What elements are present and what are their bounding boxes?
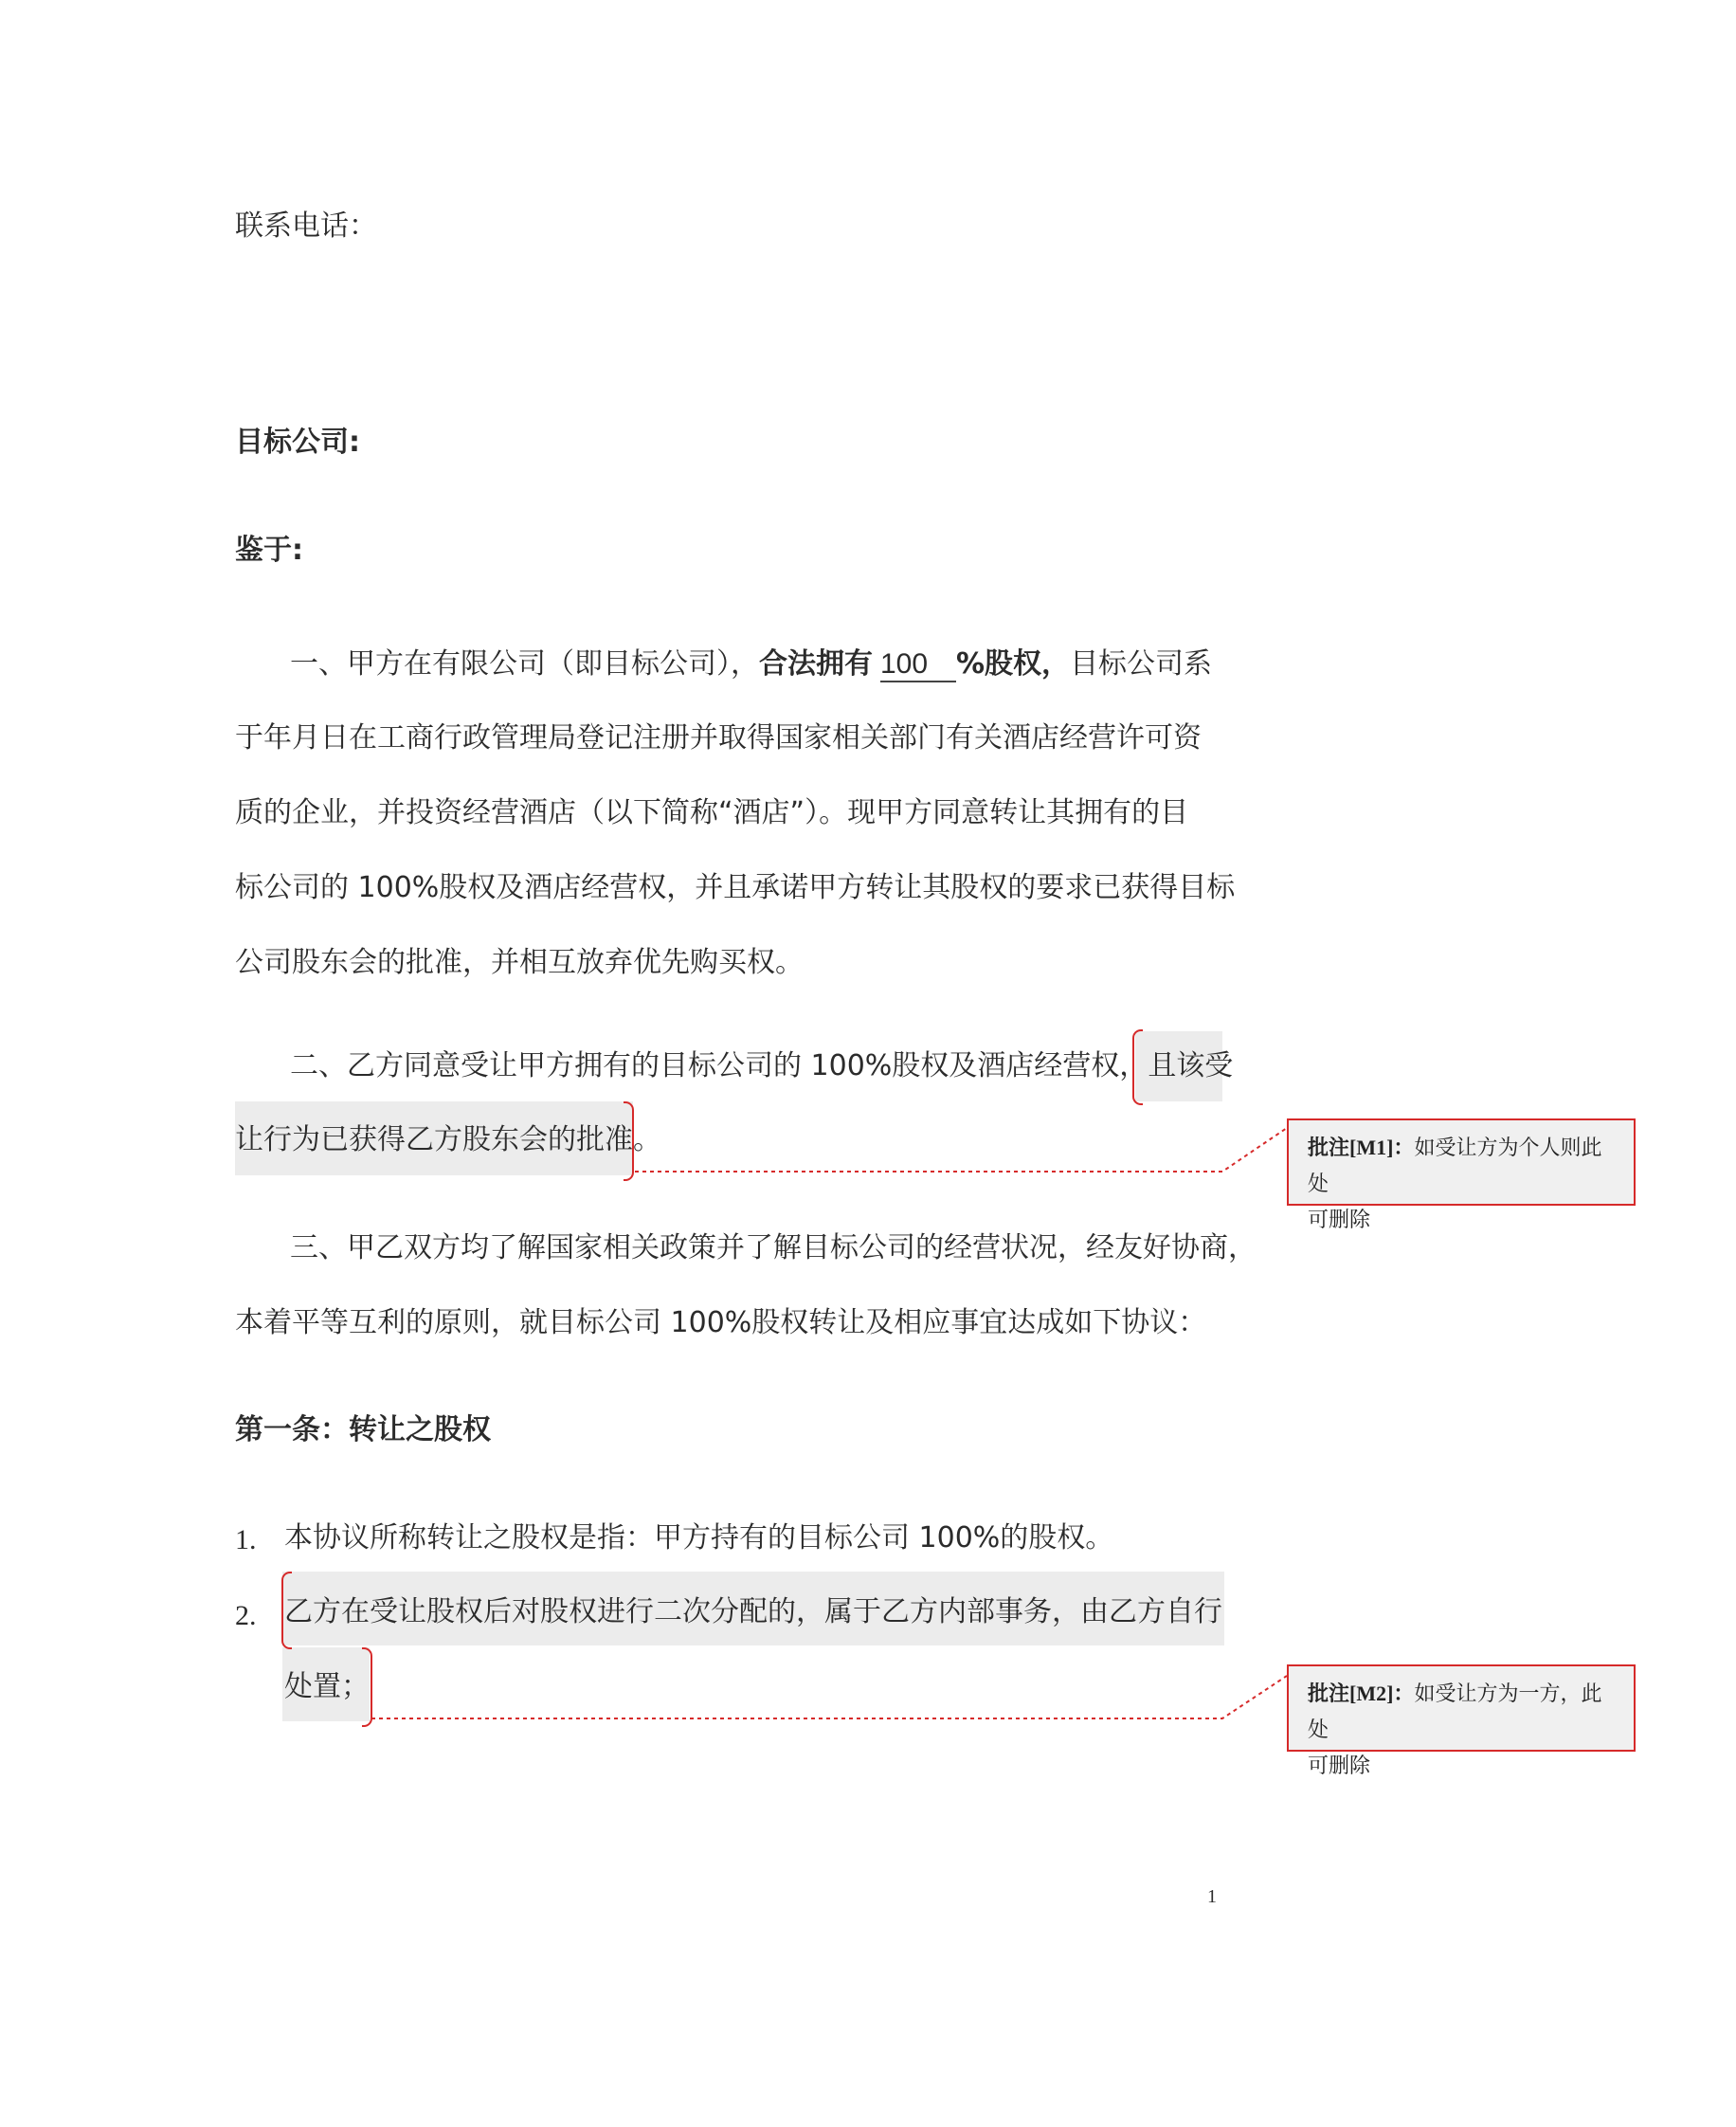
whereas-label: 鉴于: [235,534,303,567]
list-item-number: 1. [235,1524,257,1555]
comment-text: 如受让方为个人则此处 [1308,1136,1602,1195]
para1-line4: 标公司的 100%股权及酒店经营权，并且承诺甲方转让其股权的要求已获得目标 [235,871,1236,904]
para1-line3: 质的企业，并投资经营酒店（以下简称“酒店”）。现甲方同意转让其拥有的目 [235,796,1189,829]
comment-tag: 批注[M1] [1308,1136,1394,1159]
comment-text: 如受让方为一方，此处 [1308,1682,1602,1741]
comment-balloon-m2[interactable]: 批注[M2]：如受让方为一方，此处 可删除 [1287,1664,1636,1752]
para2-line2: 让行为已获得乙方股东会的批准。 [235,1123,661,1156]
para3-line2: 本着平等互利的原则，就目标公司 100%股权转让及相应事宜达成如下协议： [235,1306,1207,1339]
page-number: 1 [1207,1886,1217,1907]
para2-line1: 二、乙方同意受让甲方拥有的目标公司的 100%股权及酒店经营权，且该受 [290,1049,1234,1082]
comment-text: 可删除 [1308,1754,1371,1777]
comment-tag: 批注[M2] [1308,1682,1394,1705]
target-company-label: 目标公司: [235,426,360,459]
para1-line2: 于年月日在工商行政管理局登记注册并取得国家相关部门有关酒店经营许可资 [235,721,1202,754]
contact-phone-label: 联系电话： [235,209,377,243]
list-item-continuation: 处置； [284,1670,370,1703]
para3-line1: 三、甲乙双方均了解国家相关政策并了解目标公司的经营状况，经友好协商， [290,1231,1257,1264]
list-item: 本协议所称转让之股权是指：甲方持有的目标公司 100%的股权。 [284,1521,1114,1554]
para1-line5: 公司股东会的批准，并相互放弃优先购买权。 [235,946,804,979]
share-percent-blank: 100 [880,650,956,682]
article1-title: 第一条：转让之股权 [235,1413,491,1446]
para1-line1: 一、甲方在有限公司（即目标公司），合法拥有 100 %股权，目标公司系 [290,647,1213,681]
list-item-number: 2. [235,1600,257,1631]
comment-balloon-m1[interactable]: 批注[M1]：如受让方为个人则此处 可删除 [1287,1118,1636,1206]
list-item: 乙方在受让股权后对股权进行二次分配的，属于乙方内部事务，由乙方自行 [284,1595,1222,1628]
comment-text: 可删除 [1308,1208,1371,1231]
